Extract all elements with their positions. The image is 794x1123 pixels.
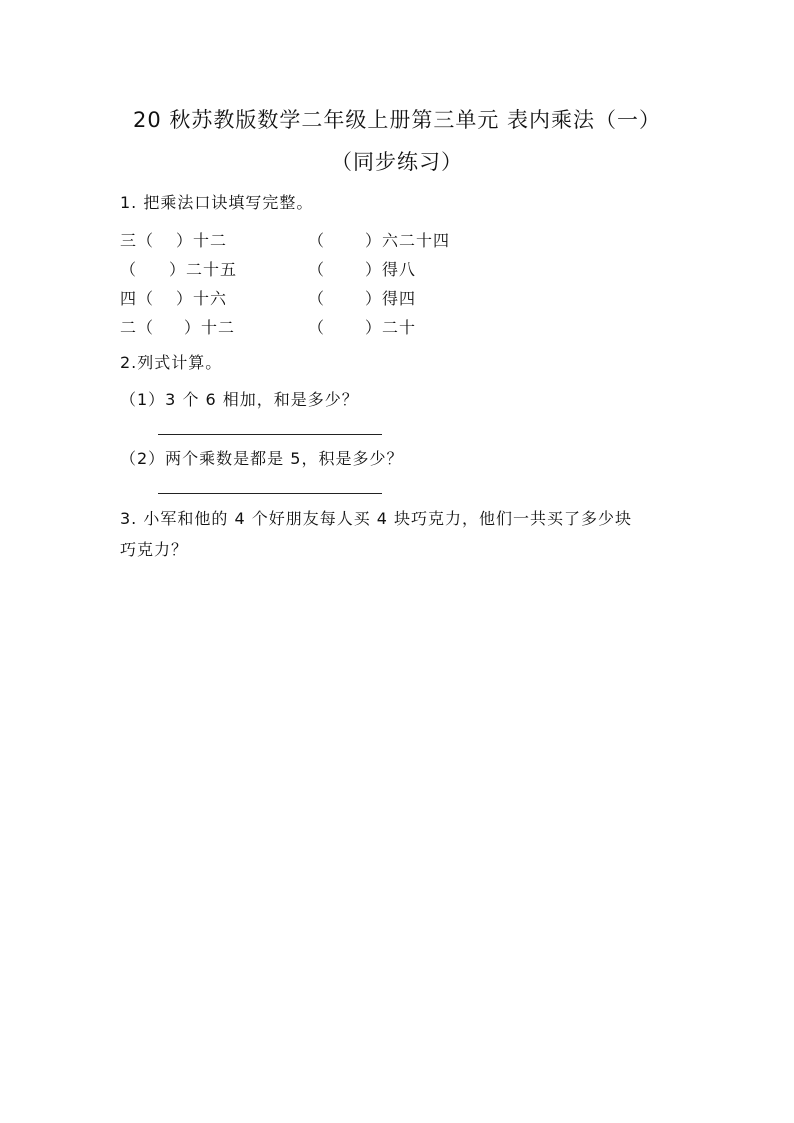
blank-close: ） [169,260,187,279]
worksheet-subtitle: （同步练习） [331,150,463,174]
blank-close: ） [176,289,194,308]
rhyme-suffix: 二十五 [186,260,238,279]
question-1-heading: 1. 把乘法口诀填写完整。 [120,193,314,212]
rhyme-row-1-right [308,228,450,251]
rhyme-prefix: 二 [120,318,138,337]
question-2-item-2: （2）两个乘数是都是 5，积是多少？ [120,449,404,468]
blank-close: ） [365,231,383,250]
blank-open: （ [137,318,155,337]
blank-open: （ [308,318,326,337]
rhyme-suffix: 得八 [382,260,417,279]
rhyme-row-2-right [308,257,416,280]
question-2-heading: 2.列式计算。 [120,353,223,372]
rhyme-row-4-left [120,315,235,338]
rhyme-row-2-left [120,257,237,280]
blank-open: （ [308,289,326,308]
blank-close: ） [184,318,202,337]
rhyme-suffix: 十二 [193,231,228,250]
question-3-line-1: 3. 小军和他的 4 个好朋友每人买 4 块巧克力，他们一共买了多少块 [120,509,633,528]
blank-open: （ [137,231,155,250]
answer-line-2[interactable] [158,493,382,494]
rhyme-row-3-right [308,286,416,309]
blank-close: ） [176,231,194,250]
rhyme-row-1-left [120,228,227,251]
rhyme-suffix: 六二十四 [382,231,451,250]
rhyme-suffix: 得四 [382,289,417,308]
rhyme-row-3-left [120,286,227,309]
rhyme-prefix: 三 [120,231,138,250]
blank-close: ） [365,318,383,337]
worksheet-title: 20 秋苏教版数学二年级上册第三单元 表内乘法（一） [132,108,662,132]
answer-line-1[interactable] [158,434,382,435]
blank-close: ） [365,289,383,308]
rhyme-prefix: 四 [120,289,138,308]
rhyme-suffix: 十六 [193,289,228,308]
rhyme-row-4-right [308,315,416,338]
blank-open: （ [308,231,326,250]
blank-close: ） [365,260,383,279]
blank-open: （ [137,289,155,308]
question-3-line-2: 巧克力？ [120,540,189,559]
rhyme-suffix: 二十 [382,318,417,337]
rhyme-suffix: 十二 [201,318,236,337]
blank-open: （ [120,260,138,279]
blank-open: （ [308,260,326,279]
question-2-item-1: （1）3 个 6 相加，和是多少？ [120,390,359,409]
